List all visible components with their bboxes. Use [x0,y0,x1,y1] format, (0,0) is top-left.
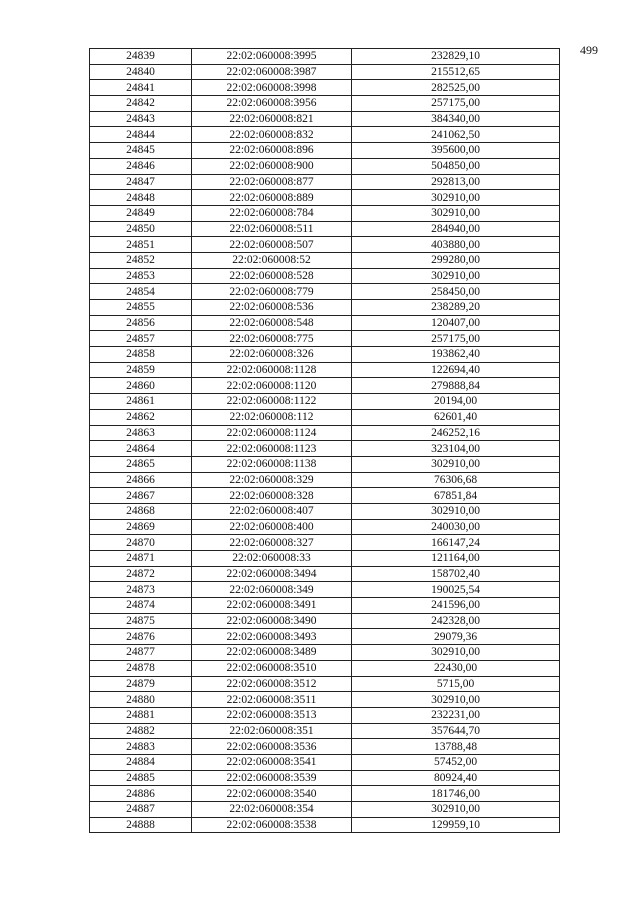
record-number-cell: 24850 [90,221,192,237]
cadastral-number-cell: 22:02:060008:821 [192,111,352,127]
record-number-cell: 24872 [90,566,192,582]
cadastral-number-cell: 22:02:060008:327 [192,535,352,551]
table-row [90,49,560,65]
table-row [90,723,560,739]
value-cell: 284940,00 [352,221,560,237]
record-number-cell: 24882 [90,723,192,739]
record-number-cell: 24860 [90,378,192,394]
value-cell: 258450,00 [352,284,560,300]
record-number-cell: 24870 [90,535,192,551]
table-row [90,158,560,174]
value-cell: 302910,00 [352,692,560,708]
table-row [90,817,560,833]
value-cell: 504850,00 [352,158,560,174]
cadastral-number-cell: 22:02:060008:3491 [192,598,352,614]
table-row [90,441,560,457]
cadastral-number-cell: 22:02:060008:528 [192,268,352,284]
cadastral-number-cell: 22:02:060008:775 [192,331,352,347]
record-number-cell: 24853 [90,268,192,284]
value-cell: 302910,00 [352,268,560,284]
value-cell: 166147,24 [352,535,560,551]
value-cell: 395600,00 [352,143,560,159]
record-number-cell: 24865 [90,456,192,472]
registry-table [89,48,560,833]
cadastral-number-cell: 22:02:060008:1122 [192,394,352,410]
cadastral-number-cell: 22:02:060008:52 [192,252,352,268]
value-cell: 13788,48 [352,739,560,755]
table-row [90,64,560,80]
cadastral-number-cell: 22:02:060008:548 [192,315,352,331]
record-number-cell: 24847 [90,174,192,190]
cadastral-number-cell: 22:02:060008:3538 [192,817,352,833]
table-row [90,707,560,723]
table-row [90,519,560,535]
record-number-cell: 24855 [90,300,192,316]
value-cell: 122694,40 [352,362,560,378]
table-row [90,503,560,519]
cadastral-number-cell: 22:02:060008:1124 [192,425,352,441]
record-number-cell: 24848 [90,190,192,206]
record-number-cell: 24873 [90,582,192,598]
table-row [90,331,560,347]
value-cell: 302910,00 [352,645,560,661]
table-row [90,409,560,425]
record-number-cell: 24852 [90,252,192,268]
record-number-cell: 24869 [90,519,192,535]
value-cell: 246252,16 [352,425,560,441]
cadastral-number-cell: 22:02:060008:351 [192,723,352,739]
record-number-cell: 24887 [90,802,192,818]
cadastral-number-cell: 22:02:060008:896 [192,143,352,159]
cadastral-number-cell: 22:02:060008:33 [192,551,352,567]
value-cell: 232231,00 [352,707,560,723]
value-cell: 241596,00 [352,598,560,614]
record-number-cell: 24841 [90,80,192,96]
value-cell: 302910,00 [352,205,560,221]
cadastral-number-cell: 22:02:060008:511 [192,221,352,237]
table-row [90,252,560,268]
cadastral-number-cell: 22:02:060008:3493 [192,629,352,645]
record-number-cell: 24868 [90,503,192,519]
value-cell: 292813,00 [352,174,560,190]
cadastral-number-cell: 22:02:060008:407 [192,503,352,519]
table-row [90,456,560,472]
value-cell: 67851,84 [352,488,560,504]
cadastral-number-cell: 22:02:060008:328 [192,488,352,504]
record-number-cell: 24842 [90,96,192,112]
record-number-cell: 24845 [90,143,192,159]
cadastral-number-cell: 22:02:060008:3995 [192,49,352,65]
table-row [90,692,560,708]
value-cell: 120407,00 [352,315,560,331]
cadastral-number-cell: 22:02:060008:3512 [192,676,352,692]
value-cell: 22430,00 [352,660,560,676]
table-row [90,535,560,551]
cadastral-number-cell: 22:02:060008:3490 [192,613,352,629]
cadastral-number-cell: 22:02:060008:779 [192,284,352,300]
value-cell: 323104,00 [352,441,560,457]
table-row [90,237,560,253]
table-row [90,268,560,284]
cadastral-number-cell: 22:02:060008:3987 [192,64,352,80]
value-cell: 279888,84 [352,378,560,394]
cadastral-number-cell: 22:02:060008:1128 [192,362,352,378]
cadastral-number-cell: 22:02:060008:349 [192,582,352,598]
record-number-cell: 24843 [90,111,192,127]
value-cell: 357644,70 [352,723,560,739]
table-row [90,551,560,567]
value-cell: 302910,00 [352,190,560,206]
value-cell: 240030,00 [352,519,560,535]
record-number-cell: 24863 [90,425,192,441]
cadastral-number-cell: 22:02:060008:1138 [192,456,352,472]
cadastral-number-cell: 22:02:060008:3489 [192,645,352,661]
table-row [90,802,560,818]
table-row [90,394,560,410]
record-number-cell: 24876 [90,629,192,645]
record-number-cell: 24867 [90,488,192,504]
record-number-cell: 24885 [90,770,192,786]
record-number-cell: 24886 [90,786,192,802]
record-number-cell: 24866 [90,472,192,488]
record-number-cell: 24864 [90,441,192,457]
table-row [90,660,560,676]
value-cell: 232829,10 [352,49,560,65]
cadastral-number-cell: 22:02:060008:3510 [192,660,352,676]
record-number-cell: 24874 [90,598,192,614]
record-number-cell: 24880 [90,692,192,708]
record-number-cell: 24851 [90,237,192,253]
cadastral-number-cell: 22:02:060008:3511 [192,692,352,708]
table-row [90,676,560,692]
record-number-cell: 24861 [90,394,192,410]
cadastral-number-cell: 22:02:060008:536 [192,300,352,316]
value-cell: 129959,10 [352,817,560,833]
cadastral-number-cell: 22:02:060008:507 [192,237,352,253]
value-cell: 282525,00 [352,80,560,96]
record-number-cell: 24854 [90,284,192,300]
table-row [90,739,560,755]
cadastral-number-cell: 22:02:060008:400 [192,519,352,535]
table-row [90,127,560,143]
table-row [90,96,560,112]
record-number-cell: 24888 [90,817,192,833]
cadastral-number-cell: 22:02:060008:3541 [192,754,352,770]
cadastral-number-cell: 22:02:060008:354 [192,802,352,818]
value-cell: 29079,36 [352,629,560,645]
record-number-cell: 24883 [90,739,192,755]
cadastral-number-cell: 22:02:060008:3998 [192,80,352,96]
record-number-cell: 24856 [90,315,192,331]
table-row [90,80,560,96]
value-cell: 302910,00 [352,503,560,519]
cadastral-number-cell: 22:02:060008:889 [192,190,352,206]
value-cell: 190025,54 [352,582,560,598]
record-number-cell: 24840 [90,64,192,80]
record-number-cell: 24849 [90,205,192,221]
value-cell: 302910,00 [352,802,560,818]
value-cell: 158702,40 [352,566,560,582]
value-cell: 257175,00 [352,96,560,112]
record-number-cell: 24858 [90,347,192,363]
cadastral-number-cell: 22:02:060008:112 [192,409,352,425]
record-number-cell: 24875 [90,613,192,629]
cadastral-number-cell: 22:02:060008:3494 [192,566,352,582]
value-cell: 62601,40 [352,409,560,425]
record-number-cell: 24859 [90,362,192,378]
table-row [90,205,560,221]
cadastral-number-cell: 22:02:060008:784 [192,205,352,221]
table-row [90,143,560,159]
record-number-cell: 24878 [90,660,192,676]
table-row [90,174,560,190]
value-cell: 80924,40 [352,770,560,786]
value-cell: 241062,50 [352,127,560,143]
table-row [90,362,560,378]
value-cell: 20194,00 [352,394,560,410]
record-number-cell: 24857 [90,331,192,347]
cadastral-number-cell: 22:02:060008:1120 [192,378,352,394]
table-row [90,221,560,237]
table-row [90,111,560,127]
value-cell: 403880,00 [352,237,560,253]
record-number-cell: 24881 [90,707,192,723]
table-row [90,770,560,786]
cadastral-number-cell: 22:02:060008:3540 [192,786,352,802]
record-number-cell: 24839 [90,49,192,65]
cadastral-number-cell: 22:02:060008:3536 [192,739,352,755]
table-row [90,300,560,316]
table-row [90,425,560,441]
cadastral-number-cell: 22:02:060008:1123 [192,441,352,457]
table-row [90,582,560,598]
table-row [90,645,560,661]
table-row [90,190,560,206]
table-row [90,488,560,504]
table-row [90,786,560,802]
record-number-cell: 24877 [90,645,192,661]
record-number-cell: 24844 [90,127,192,143]
table-row [90,284,560,300]
value-cell: 242328,00 [352,613,560,629]
cadastral-number-cell: 22:02:060008:3956 [192,96,352,112]
cadastral-number-cell: 22:02:060008:3539 [192,770,352,786]
registry-table-body [90,49,560,833]
page-number: 499 [580,43,598,57]
cadastral-number-cell: 22:02:060008:329 [192,472,352,488]
value-cell: 299280,00 [352,252,560,268]
table-row [90,566,560,582]
cadastral-number-cell: 22:02:060008:900 [192,158,352,174]
record-number-cell: 24846 [90,158,192,174]
table-row [90,315,560,331]
value-cell: 238289,20 [352,300,560,316]
cadastral-number-cell: 22:02:060008:877 [192,174,352,190]
value-cell: 302910,00 [352,456,560,472]
cadastral-number-cell: 22:02:060008:3513 [192,707,352,723]
record-number-cell: 24884 [90,754,192,770]
value-cell: 121164,00 [352,551,560,567]
record-number-cell: 24862 [90,409,192,425]
table-row [90,378,560,394]
value-cell: 181746,00 [352,786,560,802]
value-cell: 76306,68 [352,472,560,488]
table-row [90,472,560,488]
cadastral-number-cell: 22:02:060008:326 [192,347,352,363]
value-cell: 215512,65 [352,64,560,80]
record-number-cell: 24879 [90,676,192,692]
table-row [90,754,560,770]
table-row [90,613,560,629]
value-cell: 384340,00 [352,111,560,127]
table-row [90,598,560,614]
value-cell: 257175,00 [352,331,560,347]
record-number-cell: 24871 [90,551,192,567]
value-cell: 57452,00 [352,754,560,770]
value-cell: 5715,00 [352,676,560,692]
cadastral-number-cell: 22:02:060008:832 [192,127,352,143]
table-row [90,629,560,645]
value-cell: 193862,40 [352,347,560,363]
table-row [90,347,560,363]
